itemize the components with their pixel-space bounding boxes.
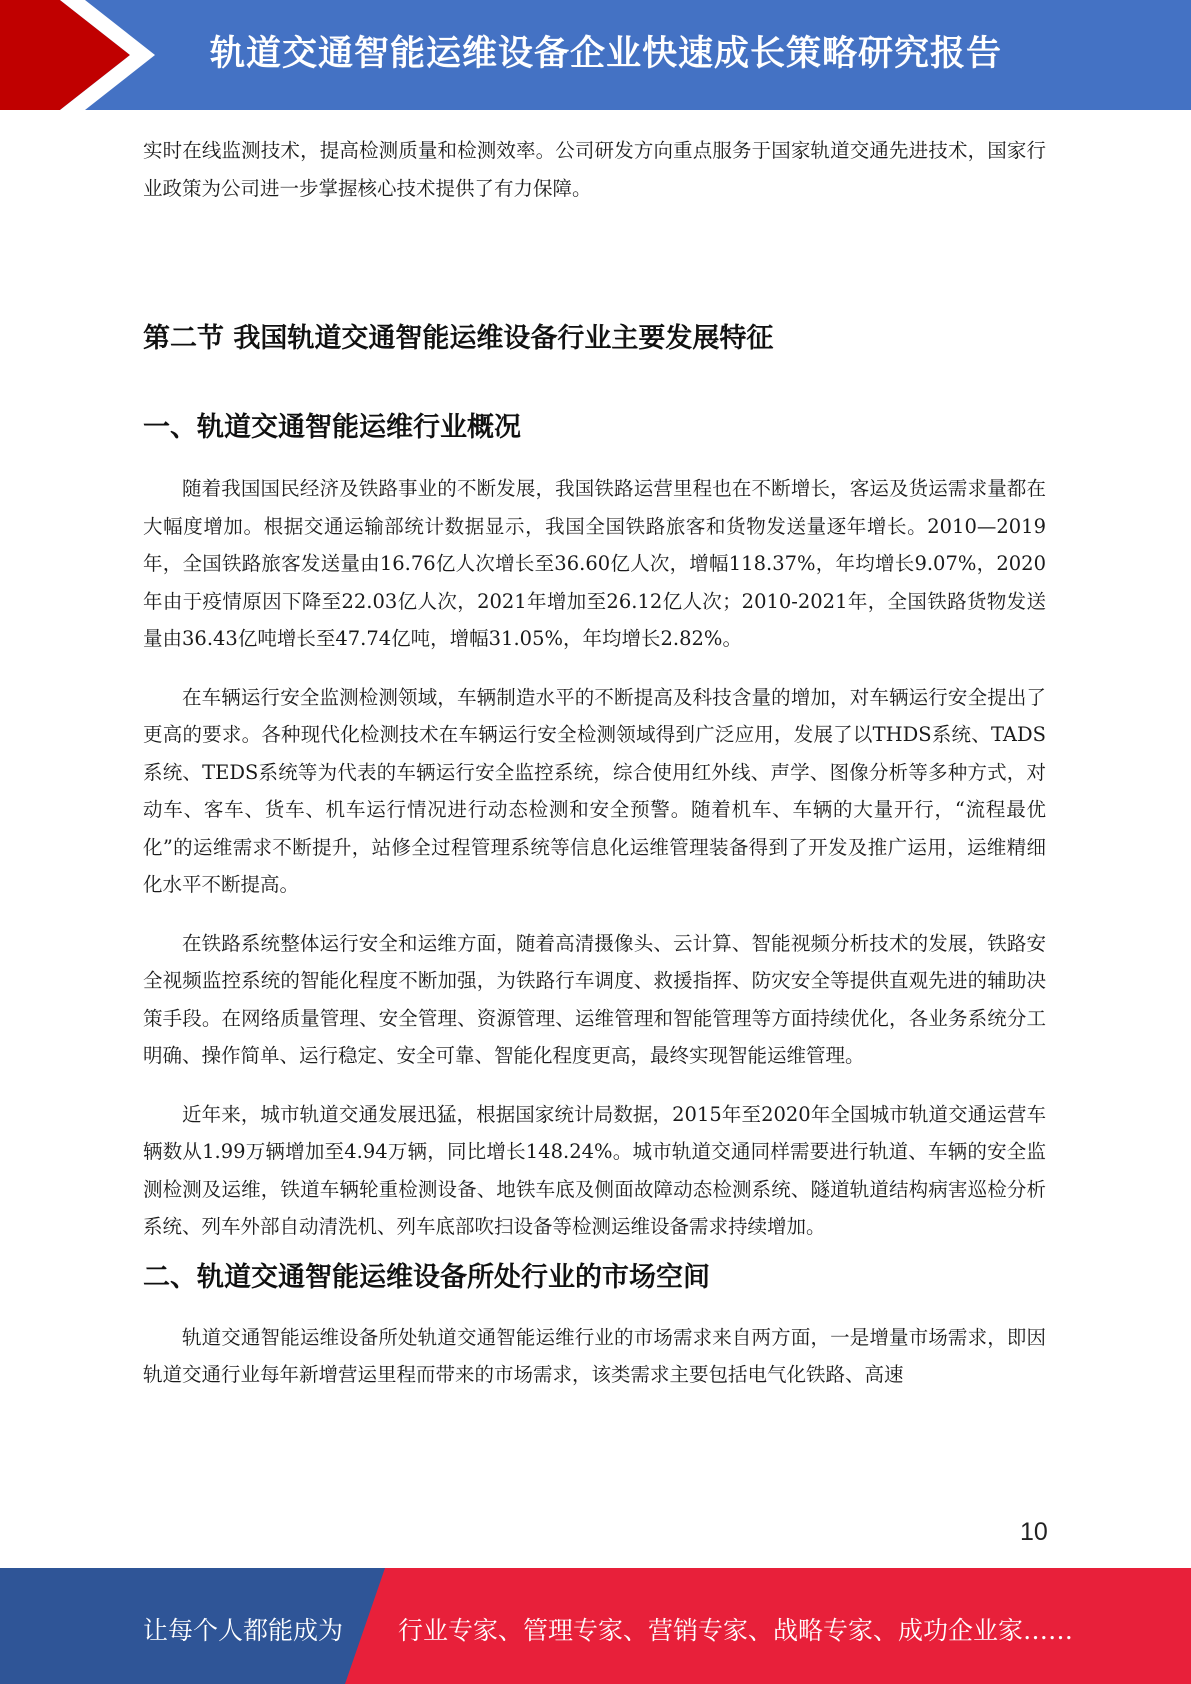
header-chevron-graphic — [0, 0, 200, 110]
paragraph-vehicle-safety: 在车辆运行安全监测检测领域，车辆制造水平的不断提高及科技含量的增加，对车辆运行安全提出了更高的要求。各种现代化检测技术在车辆运行安全检测领域得到广泛应用，发展了以THDS系统、TADS系统、TEDS系统等为代表的车辆运行安全监控系统，综合使用红外线、声学、图像分析等多种方式，对动车、客车、货车、机车运行情况进行动态检测和安全预警。随着机车、车辆的大量开行，“流程最优化”的运维需求不断提升，站修全过程管理系统等信息化运维管理装备得到了开发及推广运用，运维精细化水平不断提高。 — [143, 685, 1046, 896]
paragraph-market-space: 轨道交通智能运维设备所处轨道交通智能运维行业的市场需求来自两方面，一是增量市场需求，即因轨道交通行业每年新增营运里程而带来的市场需求，该类需求主要包括电气化铁路、高速 — [143, 1325, 1046, 1386]
footer-slogan-left: 让每个人都能成为 — [143, 1616, 344, 1645]
intro-paragraph: 实时在线监测技术，提高检测质量和检测效率。公司研发方向重点服务于国家轨道交通先进技术，国家行业政策为公司进一步掌握核心技术提供了有力保障。 — [143, 139, 1046, 200]
paragraph-railway-system-ops: 在铁路系统整体运行安全和运维方面，随着高清摄像头、云计算、智能视频分析技术的发展，铁路安全视频监控系统的智能化程度不断加强，为铁路行车调度、救援指挥、防灾安全等提供直观先进的辅助决策手段。在网络质量管理、安全管理、资源管理、运维管理和智能管理等方面持续优化，各业务系统分工明确、操作简单、运行稳定、安全可靠、智能化程度更高，最终实现智能运维管理。 — [143, 931, 1046, 1067]
document-body — [143, 132, 1046, 1394]
paragraph-urban-transit: 近年来，城市轨道交通发展迅猛，根据国家统计局数据，2015年至2020年全国城市轨道交通运营车辆数从1.99万辆增加至4.94万辆，同比增长148.24%。城市轨道交通同样需要进行轨道、车辆的安全监测检测及运维，铁道车辆轮重检测设备、地铁车底及侧面故障动态检测系统、隧道轨道结构病害巡检分析系统、列车外部自动清洗机、列车底部吹扫设备等检测运维设备需求持续增加。 — [143, 1102, 1046, 1238]
header-title: 轨道交通智能运维设备企业快速成长策略研究报告 — [210, 34, 1003, 74]
subsection-title-2: 二、轨道交通智能运维设备所处行业的市场空间 — [143, 1261, 710, 1293]
footer-slogan-right: 行业专家、管理专家、营销专家、战略专家、成功企业家…… — [398, 1616, 1074, 1645]
subsection-title-1: 一、轨道交通智能运维行业概况 — [143, 412, 521, 443]
page-footer — [0, 1568, 1191, 1684]
paragraph-railway-growth: 随着我国国民经济及铁路事业的不断发展，我国铁路运营里程也在不断增长，客运及货运需求量都在大幅度增加。根据交通运输部统计数据显示，我国全国铁路旅客和货物发送量逐年增长。2010—2019年，全国铁路旅客发送量由16.76亿人次增长至36.60亿人次，增幅118.37%，年均增长9.07%，2020年由于疫情原因下降至22.03亿人次，2021年增加至26.12亿人次；2010-2021年，全国铁路货物发送量由36.43亿吨增长至47.74亿吨，增幅31.05%，年均增长2.82%。 — [143, 477, 1046, 650]
page-number: 10 — [1020, 1518, 1048, 1546]
section-title: 第二节 我国轨道交通智能运维设备行业主要发展特征 — [143, 323, 774, 354]
page-header — [0, 0, 1191, 110]
